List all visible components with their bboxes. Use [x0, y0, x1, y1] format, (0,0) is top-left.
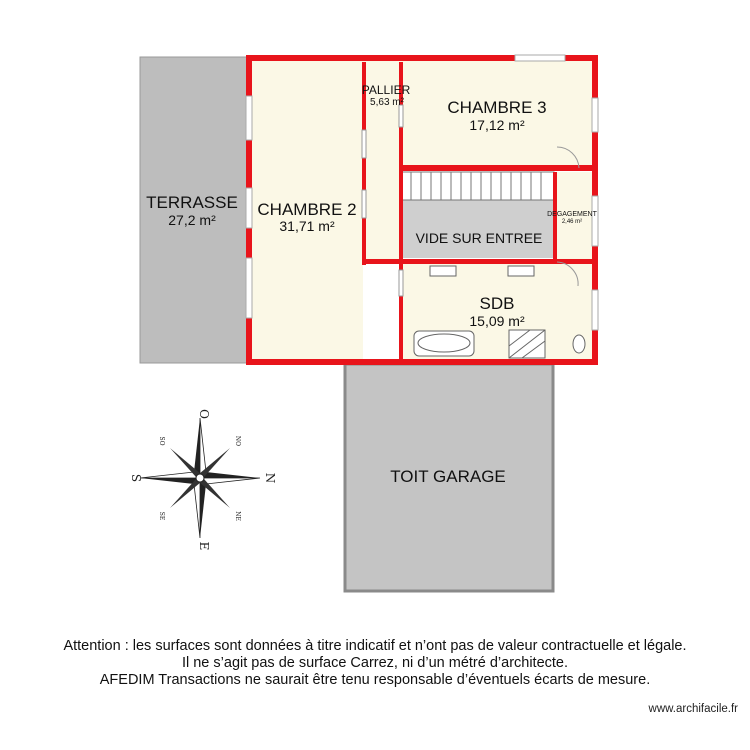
disclaimer-line-3: AFEDIM Transactions ne saurait être tenu responsable d’éventuels écarts de mesure. — [99, 672, 651, 688]
terrasse-area: 27,2 m² — [168, 212, 216, 228]
sdb-name: SDB — [479, 294, 515, 313]
compass-west: O — [197, 409, 211, 419]
chambre3-area: 17,12 m² — [469, 117, 525, 133]
toit-garage-name: TOIT GARAGE — [390, 467, 506, 486]
staircase — [401, 172, 554, 200]
compass-south: S — [129, 473, 143, 483]
credit-link[interactable]: www.archifacile.fr — [648, 703, 738, 715]
chambre3-name: CHAMBRE 3 — [447, 98, 547, 117]
chambre2-area: 31,71 m² — [279, 218, 335, 234]
compass-north: N — [263, 472, 277, 484]
compass-star-icon — [140, 418, 260, 538]
void-area — [403, 200, 553, 258]
sdb-area: 15,09 m² — [469, 313, 525, 329]
pallier-area: 5,63 m² — [370, 97, 404, 108]
vide-name: VIDE SUR ENTREE — [415, 230, 543, 246]
compass-east: E — [197, 541, 211, 551]
chambre2-name: CHAMBRE 2 — [257, 200, 357, 219]
pallier-name: PALLIER — [361, 83, 411, 97]
compass-ne: NE — [234, 511, 241, 521]
degagement-name: DEGAGEMENT — [547, 211, 597, 218]
compass-so: SO — [158, 436, 165, 446]
terrasse-name: TERRASSE — [146, 193, 238, 212]
disclaimer-line-2: Il ne s’agit pas de surface Carrez, ni d’un métré d’architecte. — [181, 655, 569, 671]
disclaimer-line-1: Attention : les surfaces sont données à titre indicatif et n’ont pas de valeur contractuelle et légale. — [63, 638, 687, 654]
sink-right — [508, 266, 534, 276]
toilet — [573, 335, 585, 353]
compass-no: NO — [234, 435, 241, 447]
sink-left — [430, 266, 456, 276]
degagement-area: 2,46 m² — [561, 219, 583, 225]
disclaimer — [0, 638, 750, 689]
compass-rose — [129, 409, 277, 550]
compass-se: SE — [158, 511, 165, 521]
